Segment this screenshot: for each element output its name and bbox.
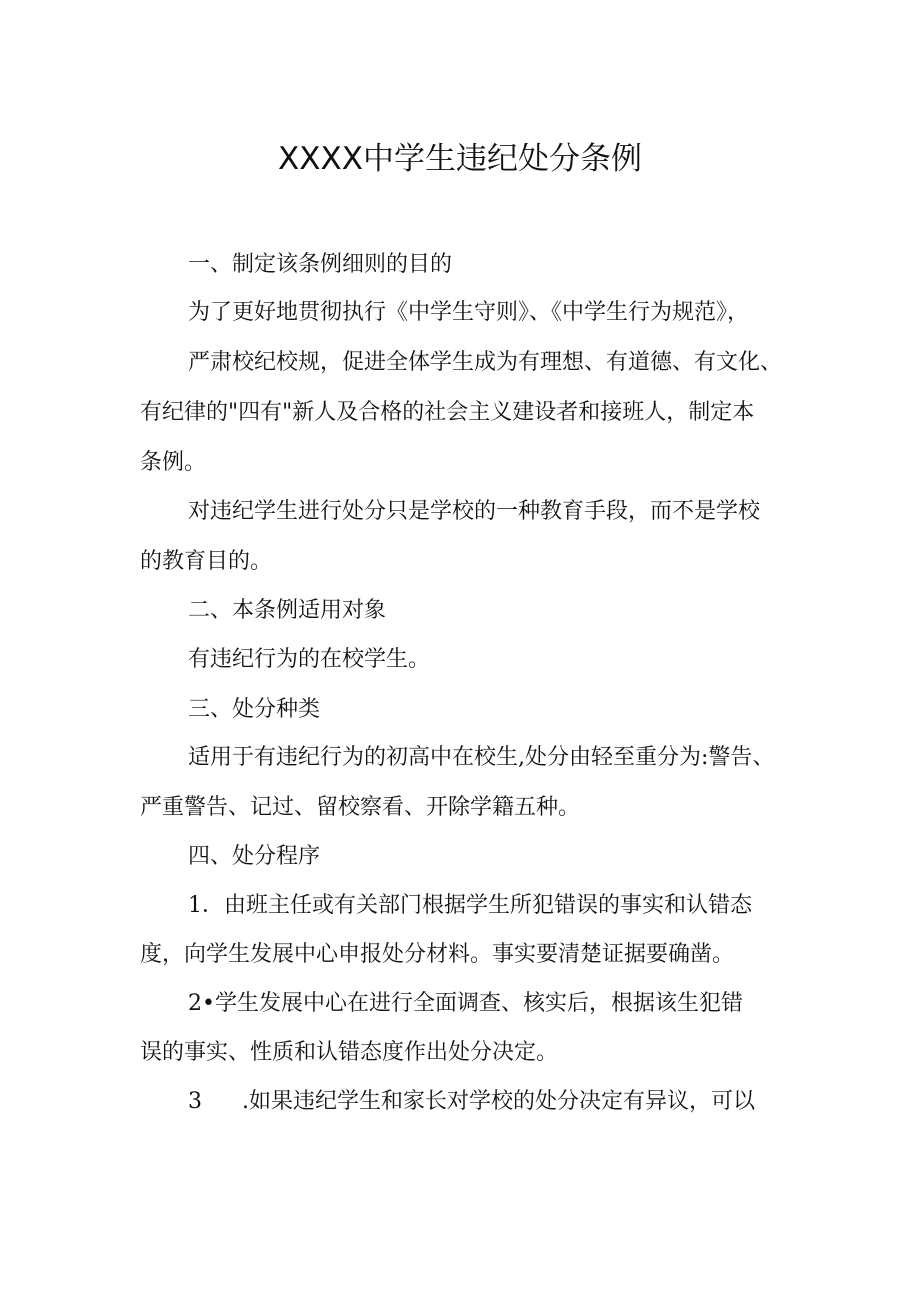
list-item-3 [188,1085,755,1119]
paragraph-line: 有违纪行为的在校学生。 [188,647,431,672]
paragraph-line: 严肃校纪校规，促进全体学生成为有理想、有道德、有文化、 [188,350,783,375]
document-title: XXXX中学生违纪处分条例 [278,141,642,177]
section-heading-scope: 二、本条例适用对象 [188,598,387,623]
paragraph-line: 度，向学生发展中心申报处分材料。事实要清楚证据要确凿。 [140,942,735,967]
paragraph-line: 的教育目的。 [140,549,273,574]
paragraph-line: 严重警告、记过、留校察看、开除学籍五种。 [140,795,581,820]
paragraph-line: 有纪律的"四有"新人及合格的社会主义建设者和接班人，制定本 [140,400,755,425]
section-heading-purpose: 一、制定该条例细则的目的 [188,252,453,277]
list-item-3-text: .如果违纪学生和家长对学校的处分决定有异议，可以 [242,1089,755,1114]
section-heading-procedure: 四、处分程序 [188,844,321,869]
section-heading-types: 三、处分种类 [188,697,321,722]
paragraph-line: 误的事实、性质和认错态度作出处分决定。 [140,1040,559,1065]
paragraph-line: 对违纪学生进行处分只是学校的一种教育手段，而不是学校 [188,499,761,524]
list-item-3-number: 3 [188,1089,202,1114]
list-item-1: 1．由班主任或有关部门根据学生所犯错误的事实和认错态 [188,893,752,918]
paragraph-line: 为了更好地贯彻执行《中学生守则》、《中学生行为规范》， [188,300,750,325]
paragraph-line: 适用于有违纪行为的初高中在校生,处分由轻至重分为:警告、 [188,745,775,770]
list-item-2: 2•学生发展中心在进行全面调查、核实后，根据该生犯错 [188,991,743,1016]
paragraph-line: 条例。 [140,450,207,475]
